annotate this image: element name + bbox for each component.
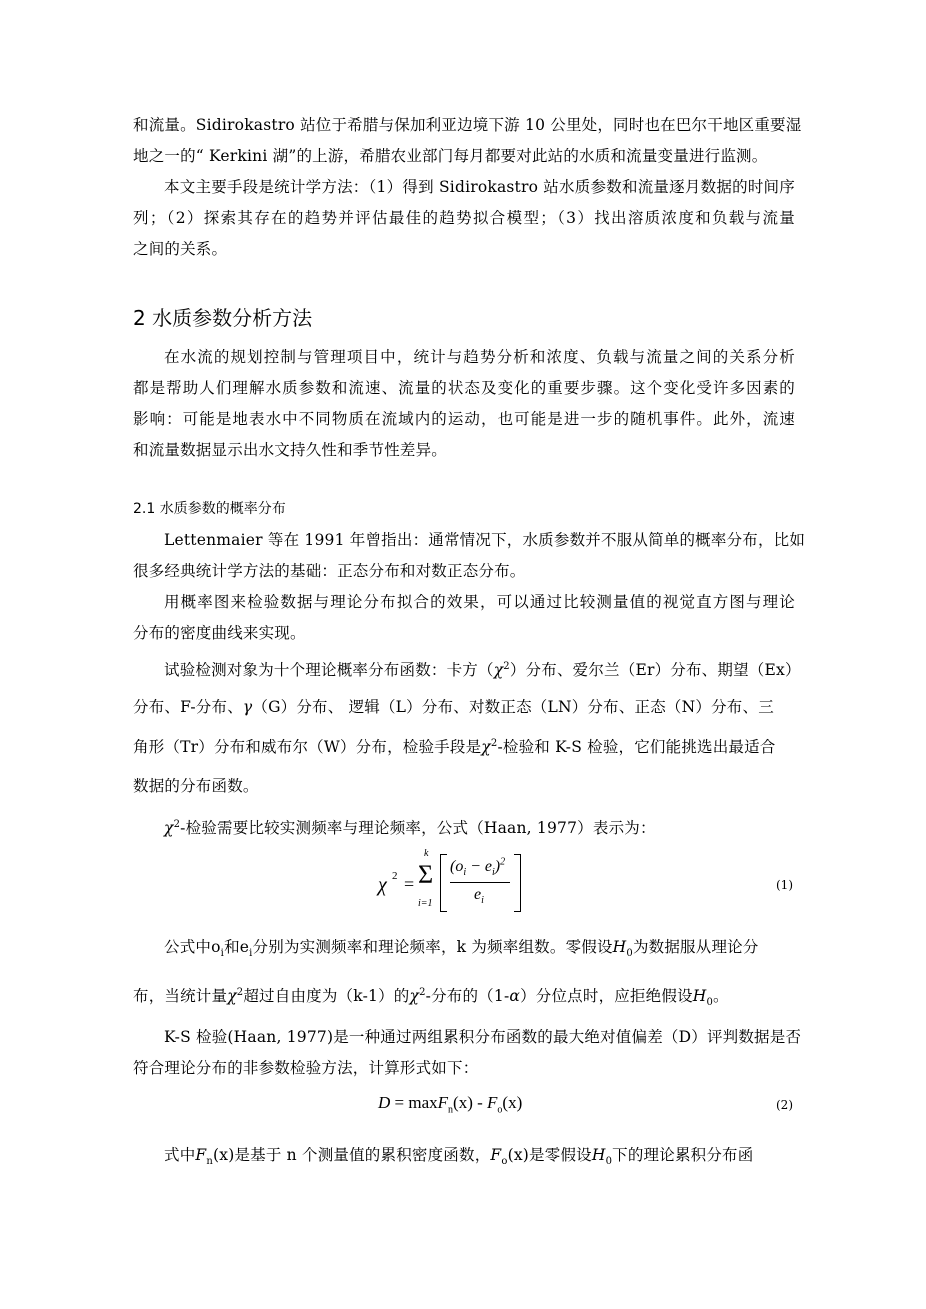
text-line: $\chi^2-$检验需要比较实测频率与理论频率，公式（Haan, 1977）表示为： bbox=[164, 818, 656, 837]
equation-2: $D = \max F_n(x) - F_o(x)$ bbox=[378, 1093, 523, 1116]
text-line: 分布的密度曲线来实现。 bbox=[133, 624, 306, 642]
subsection-heading: 2.1 水质参数的概率分布 bbox=[133, 501, 286, 517]
equation-1: χ 2 = k Σ i=1 $(o_i - e_i)^2$ $e_i$ bbox=[378, 854, 538, 918]
text-line: 角形（Tr）分布和威布尔（W）分布，检验手段是$\chi^2-$检验和 K-S 检验，它们能挑选出最适合 bbox=[133, 737, 776, 756]
right-bracket bbox=[514, 854, 521, 912]
text-line: 试验检测对象为十个理论概率分布函数：卡方$(\chi^2)$分布、爱尔兰（Er）分布、期望（Ex） bbox=[164, 660, 801, 679]
text-line: 公式中$o_i$和$e_i$分别为实测频率和理论频率，k 为频率组数。零假设$H_0$为数据服从理论分 bbox=[164, 938, 759, 960]
text-line: 符合理论分布的非参数检验方法，计算形式如下： bbox=[133, 1059, 479, 1077]
text-line: 之间的关系。 bbox=[133, 240, 228, 258]
fraction-bar bbox=[450, 882, 510, 883]
equation-number: (1) bbox=[776, 878, 793, 892]
alpha-symbol: α bbox=[509, 987, 521, 1005]
text-line: 数据的分布函数。 bbox=[133, 777, 259, 795]
text-line: 在水流的规划控制与管理项目中，统计与趋势分析和浓度、负载与流量之间的关系分析 bbox=[164, 348, 795, 366]
text-line: 地之一的“ Kerkini 湖”的上游，希腊农业部门每月都要对此站的水质和流量变量进行监测。 bbox=[133, 147, 768, 165]
chi-symbol: χ bbox=[493, 661, 504, 679]
sigma-symbol: Σ bbox=[418, 860, 434, 889]
text-line: 列；（2）探索其存在的趋势并评估最佳的趋势拟合模型；（3）找出溶质浓度和负载与流量 bbox=[133, 209, 795, 227]
text-line: 用概率图来检验数据与理论分布拟合的效果，可以通过比较测量值的视觉直方图与理论 bbox=[164, 593, 795, 611]
denominator: $e_i$ bbox=[474, 886, 484, 907]
text-line: 和流量数据显示出水文持久性和季节性差异。 bbox=[133, 441, 448, 459]
gamma-symbol: γ bbox=[242, 698, 253, 716]
text-line: 式中$F_n(x)$是基于 n 个测量值的累积密度函数，$F_o(x)$是零假设$H_0$下的理论累积分布函 bbox=[164, 1146, 754, 1168]
section-heading: 2 水质参数分析方法 bbox=[133, 306, 313, 330]
text-line: 影响：可能是地表水中不同物质在流域内的运动，也可能是进一步的随机事件。此外，流速 bbox=[133, 410, 795, 428]
text-line: 布，当统计量$\chi^2$超过自由度为（k-1）的$\chi^2-$分布的（1-α）分位点时，应拒绝假设$H_0$。 bbox=[133, 986, 729, 1009]
text-line: Lettenmaier 等在 1991 年曾指出：通常情况下，水质参数并不服从简单的概率分布，比如 bbox=[164, 531, 806, 549]
chi-symbol: χ bbox=[481, 738, 491, 756]
text-line: 和流量。Sidirokastro 站位于希腊与保加利亚边境下游 10 公里处，同时也在巴尔干地区重要湿 bbox=[133, 116, 802, 134]
text-line: 很多经典统计学方法的基础：正态分布和对数正态分布。 bbox=[133, 562, 526, 580]
left-bracket bbox=[440, 854, 447, 912]
text-line: 本文主要手段是统计学方法：（1）得到 Sidirokastro 站水质参数和流量逐月数据的时间序 bbox=[164, 178, 795, 196]
text-line: K-S 检验(Haan, 1977)是一种通过两组累积分布函数的最大绝对值偏差（D）评判数据是否 bbox=[164, 1028, 802, 1046]
equation-number: (2) bbox=[776, 1098, 793, 1112]
text-line: 都是帮助人们理解水质参数和流速、流量的状态及变化的重要步骤。这个变化受许多因素的 bbox=[133, 379, 795, 397]
chi-symbol: χ bbox=[164, 819, 174, 837]
numerator: $(o_i - e_i)^2$ bbox=[450, 856, 506, 879]
text-line: 分布、F-分布、γ（G）分布、 逻辑（L）分布、对数正态（LN）分布、正态（N）分布、三 bbox=[133, 698, 774, 716]
